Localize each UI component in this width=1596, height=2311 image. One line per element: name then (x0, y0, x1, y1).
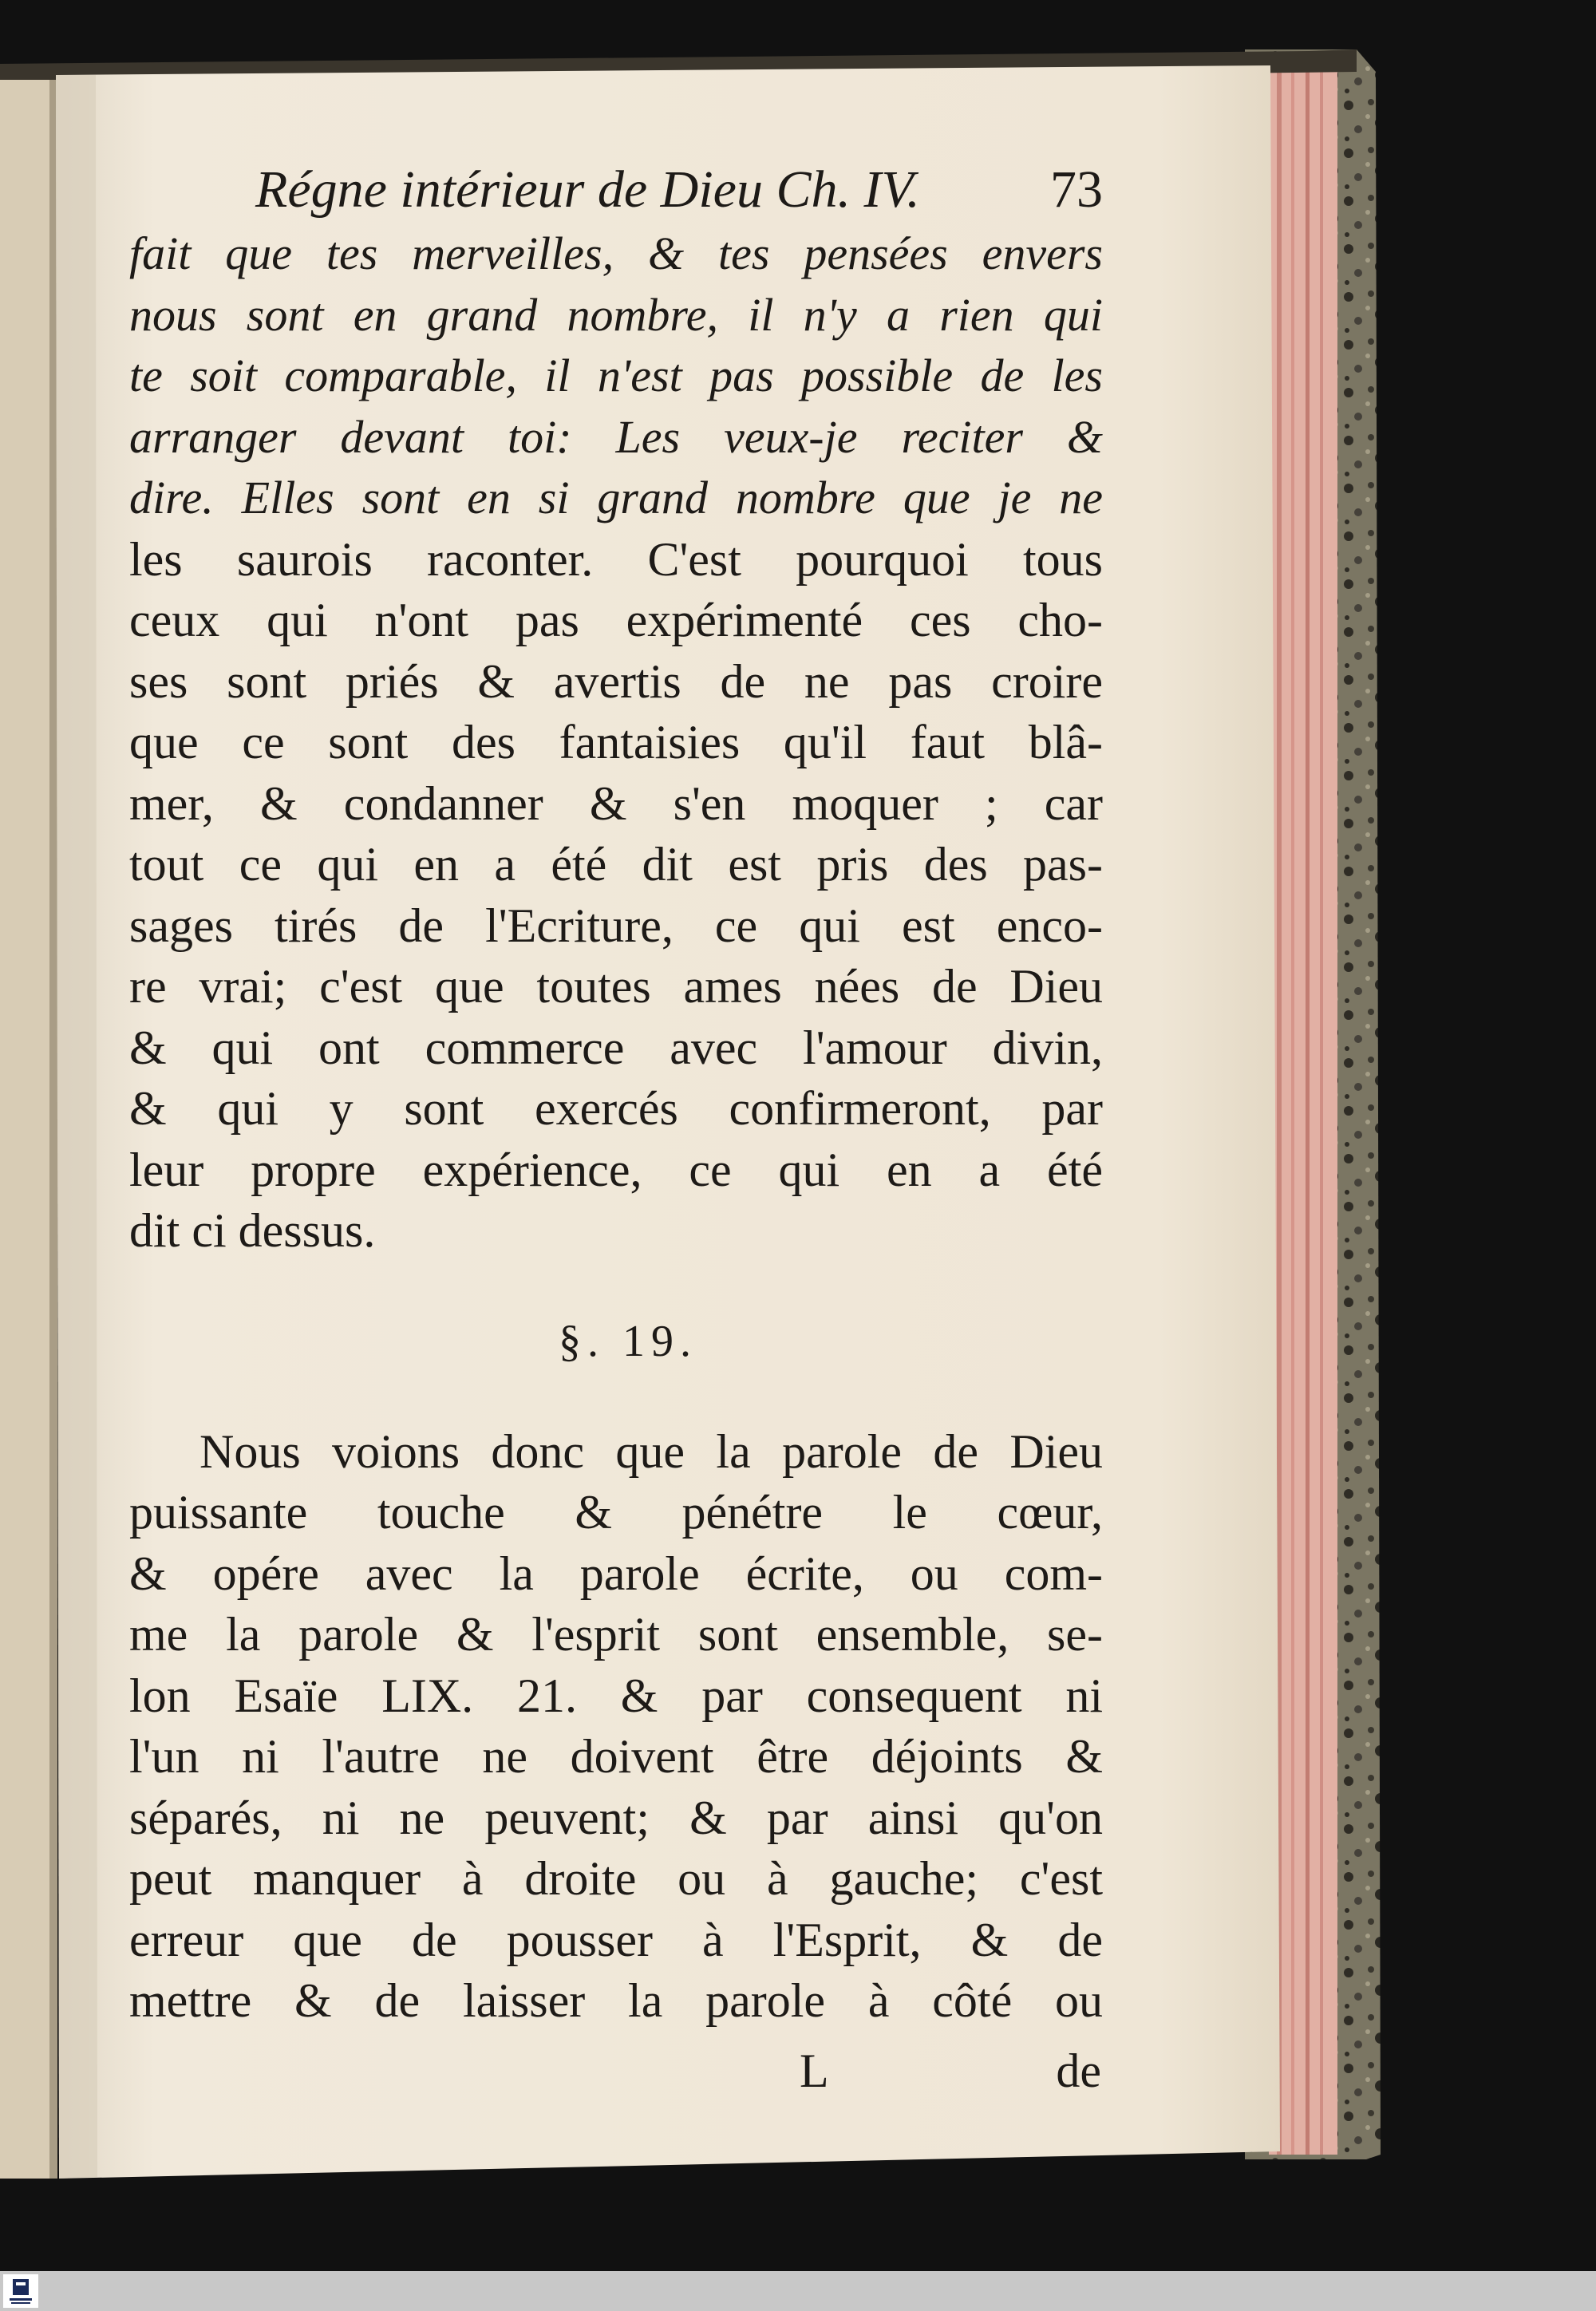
text-line: mer, & condanner & s'en moquer ; car (129, 776, 1103, 830)
running-header (129, 156, 1103, 223)
text-line: erreur que de pousser à l'Esprit, & de (129, 1913, 1103, 1966)
text-line: & opére avec la parole écrite, ou com- (129, 1547, 1103, 1600)
text-line: nous sont en grand nombre, il n'y a rien qui (129, 288, 1103, 341)
text-line: ceux qui n'ont pas expérimenté ces cho- (129, 594, 1103, 646)
text-line: ses sont priés & avertis de ne pas croire (129, 654, 1103, 708)
signature-mark: L (800, 2044, 829, 2097)
left-page (0, 80, 56, 2179)
text-line: re vrai; c'est que toutes ames nées de Dieu (129, 960, 1103, 1013)
library-logo-icon (3, 2274, 38, 2308)
text-line: mettre & de laisser la parole à côté ou (129, 1974, 1103, 2027)
text-line: les saurois raconter. C'est pourquoi tous (129, 532, 1103, 586)
text-line: te soit comparable, il n'est pas possible de les (129, 350, 1103, 401)
text-line: leur propre expérience, ce qui en a été (129, 1143, 1103, 1196)
text-line: dit ci dessus. (129, 1204, 376, 1257)
text-line: & qui ont commerce avec l'amour divin, (129, 1021, 1103, 1074)
text-line: me la parole & l'esprit sont ensemble, se- (129, 1608, 1103, 1661)
text-line: puissante touche & pénétre le cœur, (129, 1486, 1103, 1539)
page-text (129, 156, 1103, 2107)
text-line: que ce sont des fantaisies qu'il faut blâ- (129, 716, 1103, 768)
catchword: de (1056, 2044, 1101, 2097)
page-footer (129, 2035, 1103, 2107)
text-line: l'un ni l'autre ne doivent être déjoints & (129, 1730, 1103, 1783)
page-number: 73 (1050, 160, 1103, 219)
text-line: séparés, ni ne peuvent; & par ainsi qu'on (129, 1791, 1103, 1844)
running-title: Régne intérieur de Dieu Ch. IV. (255, 160, 920, 219)
text-line: tout ce qui en a été dit est pris des pas- (129, 838, 1103, 891)
text-line: peut manquer à droite ou à gauche; c'est (129, 1852, 1103, 1905)
text-line: fait que tes merveilles, & tes pensées envers (129, 227, 1103, 279)
text-line: dire. Elles sont en si grand nombre que je ne (129, 472, 1103, 523)
text-line: sages tirés de l'Ecriture, ce qui est enco- (129, 899, 1103, 952)
text-line: & qui y sont exercés confirmeront, par (129, 1082, 1103, 1135)
text-line: arranger devant toi: Les veux-je reciter & (129, 410, 1103, 463)
text-line: lon Esaïe LIX. 21. & par consequent ni (129, 1669, 1103, 1722)
text-line: Nous voions donc que la parole de Dieu (200, 1424, 1103, 1478)
section-heading: §. 19. (559, 1316, 697, 1366)
viewer-bottom-bar (0, 2271, 1596, 2311)
